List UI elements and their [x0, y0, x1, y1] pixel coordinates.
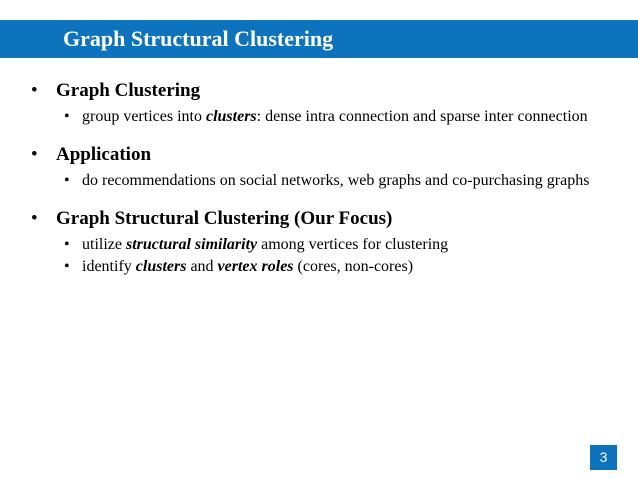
list-item	[0, 234, 638, 256]
bullet-icon: •	[64, 172, 70, 189]
sub-list	[0, 234, 638, 278]
section-application	[0, 142, 638, 192]
bullet-icon: •	[64, 236, 70, 253]
list-item	[0, 170, 638, 192]
bullet-icon: •	[64, 108, 70, 125]
sub-list	[0, 106, 638, 128]
item-text: do recommendations on social networks, web graphs and co-purchasing graphs	[82, 172, 590, 189]
heading-text: Graph Structural Clustering (Our Focus)	[56, 208, 393, 229]
section-heading	[0, 142, 638, 168]
emphasis-clusters: clusters	[135, 258, 187, 275]
slide-content	[0, 78, 638, 292]
slide-title: Graph Structural Clustering	[63, 26, 334, 51]
emphasis-vertex-roles: vertex roles	[217, 258, 294, 275]
section-heading	[0, 78, 638, 104]
emphasis-clusters: clusters	[205, 108, 257, 125]
section-heading	[0, 206, 638, 232]
item-text: : dense intra connection and sparse inter connection	[256, 108, 588, 125]
title-bar	[0, 20, 638, 58]
sub-list	[0, 170, 638, 192]
bullet-icon: •	[31, 80, 38, 101]
page-number-badge: 3	[590, 445, 617, 470]
section-graph-clustering	[0, 78, 638, 128]
item-text: utilize	[82, 236, 126, 253]
item-text: identify	[82, 258, 136, 275]
bullet-icon: •	[64, 258, 70, 275]
bullet-icon: •	[31, 144, 38, 165]
item-text: among vertices for clustering	[257, 236, 449, 253]
list-item	[0, 106, 638, 128]
item-text: (cores, non-cores)	[293, 258, 414, 275]
section-structural-clustering	[0, 206, 638, 278]
item-text: and	[186, 258, 218, 275]
emphasis-structural-similarity: structural similarity	[125, 236, 258, 253]
bullet-icon: •	[31, 208, 38, 229]
heading-text: Application	[56, 144, 152, 165]
item-text: group vertices into	[82, 108, 206, 125]
list-item	[0, 256, 638, 278]
heading-text: Graph Clustering	[56, 80, 201, 101]
